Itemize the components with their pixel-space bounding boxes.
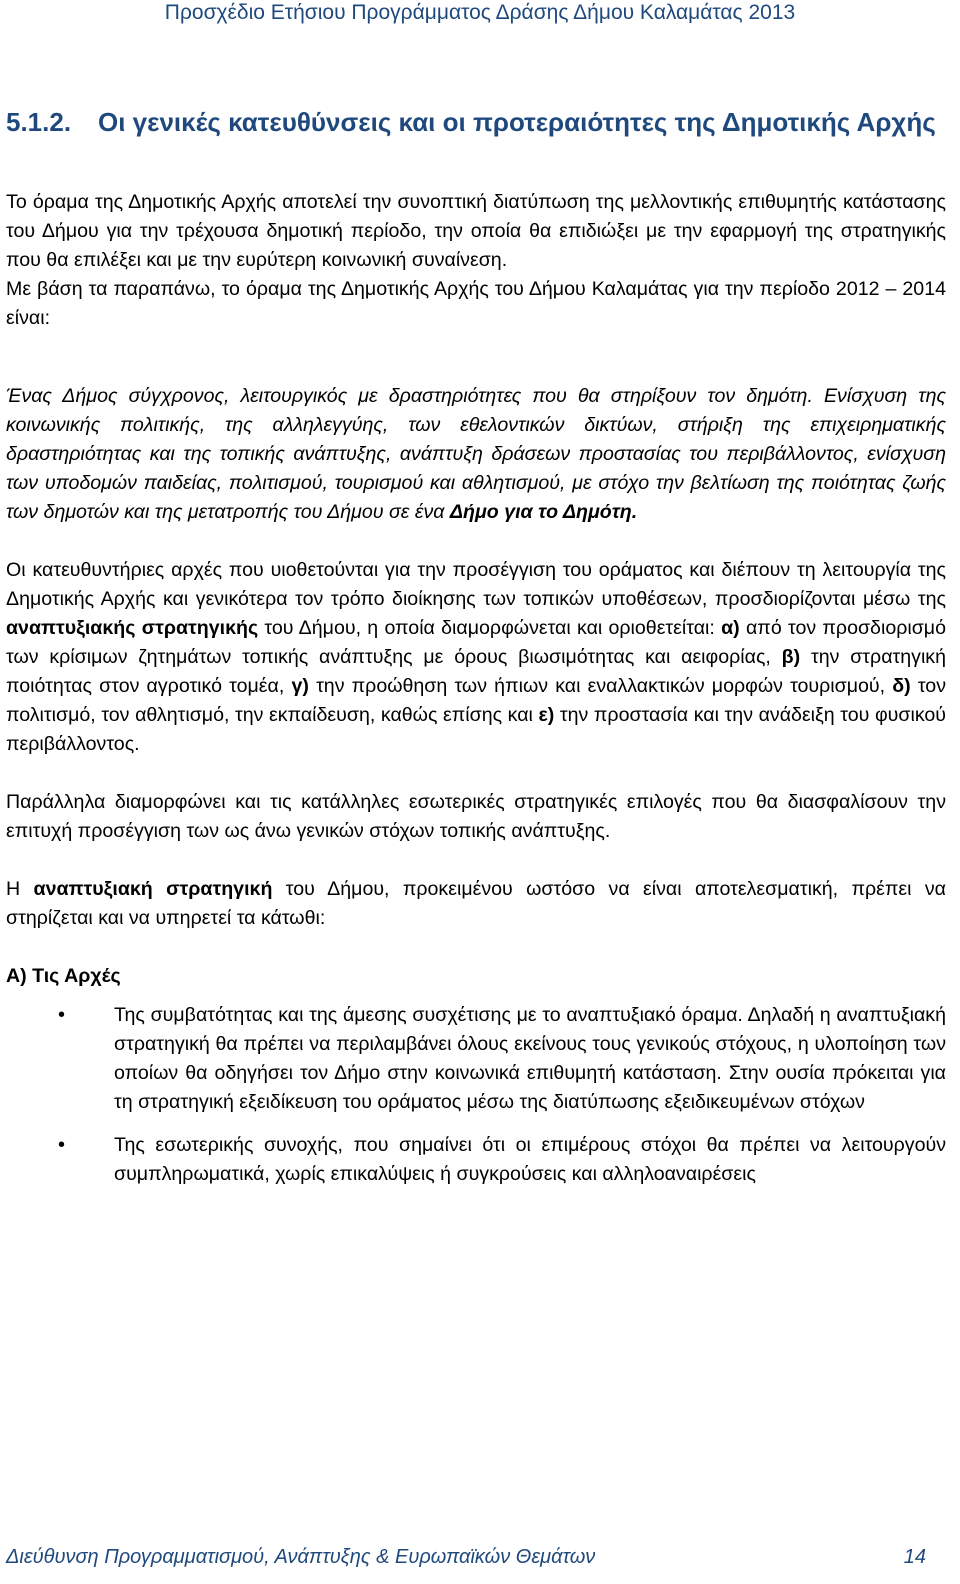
bold-run: αναπτυξιακής στρατηγικής xyxy=(6,617,259,639)
page-number: 14 xyxy=(903,1546,926,1568)
paragraph-internal-strategies: Παράλληλα διαμορφώνει και τις κατάλληλες εσωτερικές στρατηγικές επιλογές που θα διασφαλίσουν την επιτυχή προσέγγιση των ως άνω γενικών στόχων τοπικής ανάπτυξης. xyxy=(6,791,946,842)
paragraph-strategy-requirements xyxy=(6,875,946,933)
paragraph-guiding-principles xyxy=(6,556,946,759)
bold-run: ε) xyxy=(538,704,555,726)
page-footer xyxy=(6,1544,926,1570)
bold-run: β) xyxy=(781,646,801,668)
bullet-icon: • xyxy=(58,1134,66,1156)
footer-department: Διεύθυνση Προγραμματισμού, Ανάπτυξης & Ευρωπαϊκών Θεμάτων xyxy=(6,1546,596,1568)
text-run: την προστασία και την ανάδειξη του φυσικού περιβάλλοντος. xyxy=(6,704,946,755)
header-title: Προσχέδιο Ετήσιου Προγράμματος Δράσης Δήμου Καλαμάτας 2013 xyxy=(164,1,796,24)
paragraph-vision-intro: Με βάση τα παραπάνω, το όραμα της Δημοτικής Αρχής του Δήμου Καλαμάτας για την περίοδο 2012 – 2014 είναι: xyxy=(6,278,946,329)
document-body xyxy=(6,100,946,1203)
bold-run: δ) xyxy=(892,675,911,697)
section-title: Οι γενικές κατευθύνσεις και οι προτεραιότητες της Δημοτικής Αρχής xyxy=(98,107,936,137)
paragraph-vision-definition: Το όραμα της Δημοτικής Αρχής αποτελεί την συνοπτική διατύπωση της μελλοντικής επιθυμητής κατάστασης του Δήμου για την τρέχουσα δημοτική περίοδο, την οποία θα επιδιώξει με την εφαρμογή της στρατηγικής που θα επιλέξει και με την ευρύτερη κοινωνική συναίνεση. xyxy=(6,191,946,271)
vision-bold-text: Δήμο για το Δημότη. xyxy=(449,501,638,523)
subheading-principles: Α) Τις Αρχές xyxy=(6,965,121,987)
paragraph-vision-statement xyxy=(6,382,946,527)
list-item xyxy=(6,1131,946,1189)
section-heading xyxy=(6,106,946,139)
principles-list xyxy=(6,1001,946,1189)
list-item xyxy=(6,1001,946,1117)
text-run: τον πολιτισμό, τον αθλητισμό, την εκπαίδευση, καθώς επίσης και xyxy=(6,675,946,726)
page-header xyxy=(0,0,960,26)
list-item-text: Της συμβατότητας και της άμεσης συσχέτισης με το αναπτυξιακό όραμα. Δηλαδή η αναπτυξιακή στρατηγική θα πρέπει να περιλαμβάνει όλους εκείνους τους γενικούς στόχους, η υλοποίηση των οποίων θα οδηγήσει τον Δήμο στην κοινωνικά επιθυμητή κατάσταση. Στην ουσία πρόκειται για τη στρατηγική εξειδίκευση του οράματος μέσω της διατύπωσης εξειδικευμένων στόχων xyxy=(114,1004,946,1113)
text-run: την στρατηγική ποιότητας στον αγροτικό τομέα, xyxy=(6,646,947,697)
text-run: την προώθηση των ήπιων και εναλλακτικών μορφών τουρισμού, xyxy=(308,675,893,697)
bold-run: αναπτυξιακή στρατηγική xyxy=(33,878,273,900)
section-number: 5.1.2. xyxy=(6,107,72,137)
text-run: Η xyxy=(6,878,34,900)
list-item-text: Της εσωτερικής συνοχής, που σημαίνει ότι οι επιμέρους στόχοι θα πρέπει να λειτουργούν συμπληρωματικά, χωρίς επικαλύψεις ή συγκρούσεις και αλληλοαναιρέσεις xyxy=(114,1134,946,1185)
text-run: Οι κατευθυντήριες αρχές που υιοθετούνται για την προσέγγιση του οράματος και διέπουν τη λειτουργία της Δημοτικής Αρχής και γενικότερα τον τρόπο διοίκησης των τοπικών υποθέσεων, προσδιορίζονται μέσω της xyxy=(6,559,946,610)
vision-text: Ένας Δήμος σύγχρονος, λειτουργικός με δραστηριότητες που θα στηρίξουν τον δημότη. Ενίσχυση της κοινωνικής πολιτικής, της αλληλεγγύης, των εθελοντικών δικτύων, στήριξη της επιχειρηματικής δραστηριότητας και της τοπικής ανάπτυξης, ανάπτυξη δράσεων προστασίας του περιβάλλοντος, ενίσχυση των υποδομών παιδείας, πολιτισμού, τουρισμού και αθλητισμού, με στόχο την βελτίωση της ποιότητας ζωής των δημοτών και της μετατροπής του Δήμου σε ένα xyxy=(6,385,946,523)
bold-run: α) xyxy=(721,617,740,639)
text-run: του Δήμου, προκειμένου ωστόσο να είναι αποτελεσματική, πρέπει να στηρίζεται και να υπηρετεί τα κάτωθι: xyxy=(6,878,946,929)
text-run: του Δήμου, η οποία διαμορφώνεται και οριοθετείται: xyxy=(258,617,722,639)
bold-run: γ) xyxy=(291,675,309,697)
bullet-icon: • xyxy=(58,1004,66,1026)
text-run: από τον προσδιορισμό των κρίσιμων ζητημάτων τοπικής ανάπτυξης με όρους βιωσιμότητας και αειφορίας, xyxy=(6,617,946,668)
